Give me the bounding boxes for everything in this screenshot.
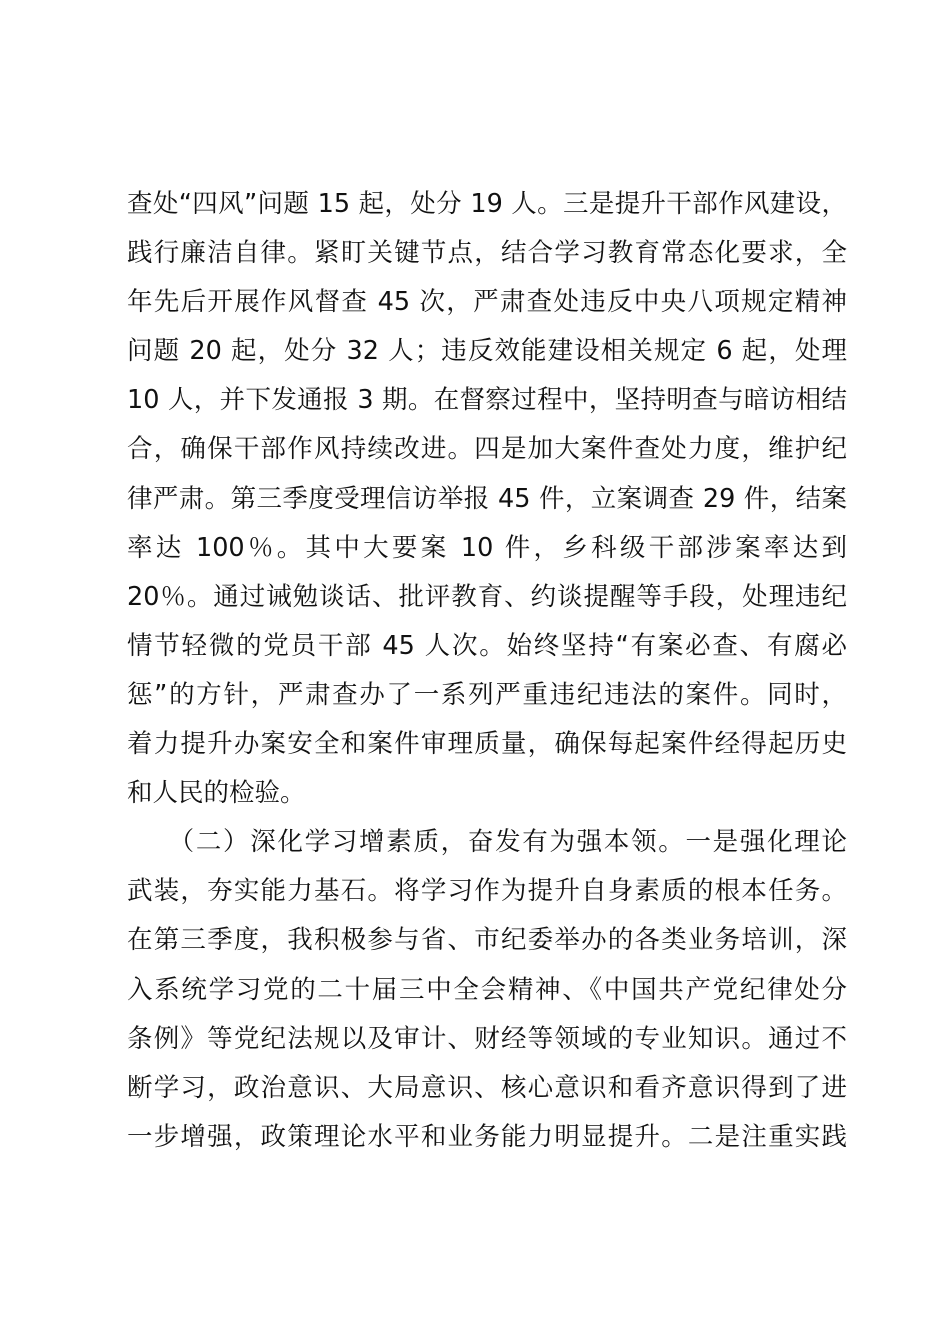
text-line-19: 断学习，政治意识、大局意识、核心意识和看齐意识得到了进 <box>127 1072 847 1103</box>
text-line-13: 和人民的检验。 <box>127 778 306 809</box>
text-line-7: 律严肃。第三季度受理信访举报 45 件，立案调查 29 件，结案 <box>127 483 847 514</box>
text-line-4: 问题 20 起，处分 32 人；违反效能建设相关规定 6 起，处理 <box>127 336 847 367</box>
text-line-6: 合，确保干部作风持续改进。四是加大案件查处力度，维护纪 <box>127 434 847 465</box>
text-line-1: 查处“四风”问题 15 起，处分 19 人。三是提升干部作风建设， <box>127 189 847 219</box>
text-line-15: 武装，夯实能力基石。将学习作为提升自身素质的根本任务。 <box>127 876 847 907</box>
body-text <box>127 180 847 1162</box>
text-line-5: 10 人，并下发通报 3 期。在督察过程中，坚持明查与暗访相结 <box>127 385 847 416</box>
text-line-10: 情节轻微的党员干部 45 人次。始终坚持“有案必查、有腐必 <box>127 630 847 661</box>
text-line-2: 践行廉洁自律。紧盯关键节点，结合学习教育常态化要求，全 <box>127 238 847 269</box>
text-line-17: 入系统学习党的二十届三中全会精神、《中国共产党纪律处分 <box>127 974 847 1005</box>
text-line-9: 20％。通过诫勉谈话、批评教育、约谈提醒等手段，处理违纪 <box>127 581 847 612</box>
text-line-14: （二）深化学习增素质，奋发有为强本领。一是强化理论 <box>127 827 847 858</box>
text-line-8: 率达 100％。其中大要案 10 件，乡科级干部涉案率达到 <box>127 532 847 563</box>
text-line-11: 惩”的方针，严肃查办了一系列严重违纪违法的案件。同时， <box>127 679 847 710</box>
text-line-20: 一步增强，政策理论水平和业务能力明显提升。二是注重实践 <box>127 1121 847 1152</box>
text-line-3: 年先后开展作风督查 45 次，严肃查处违反中央八项规定精神 <box>127 287 847 318</box>
text-line-16: 在第三季度，我积极参与省、市纪委举办的各类业务培训，深 <box>127 925 847 956</box>
text-line-12: 着力提升办案安全和案件审理质量，确保每起案件经得起历史 <box>127 729 847 760</box>
text-line-18: 条例》等党纪法规以及审计、财经等领域的专业知识。通过不 <box>127 1023 847 1054</box>
